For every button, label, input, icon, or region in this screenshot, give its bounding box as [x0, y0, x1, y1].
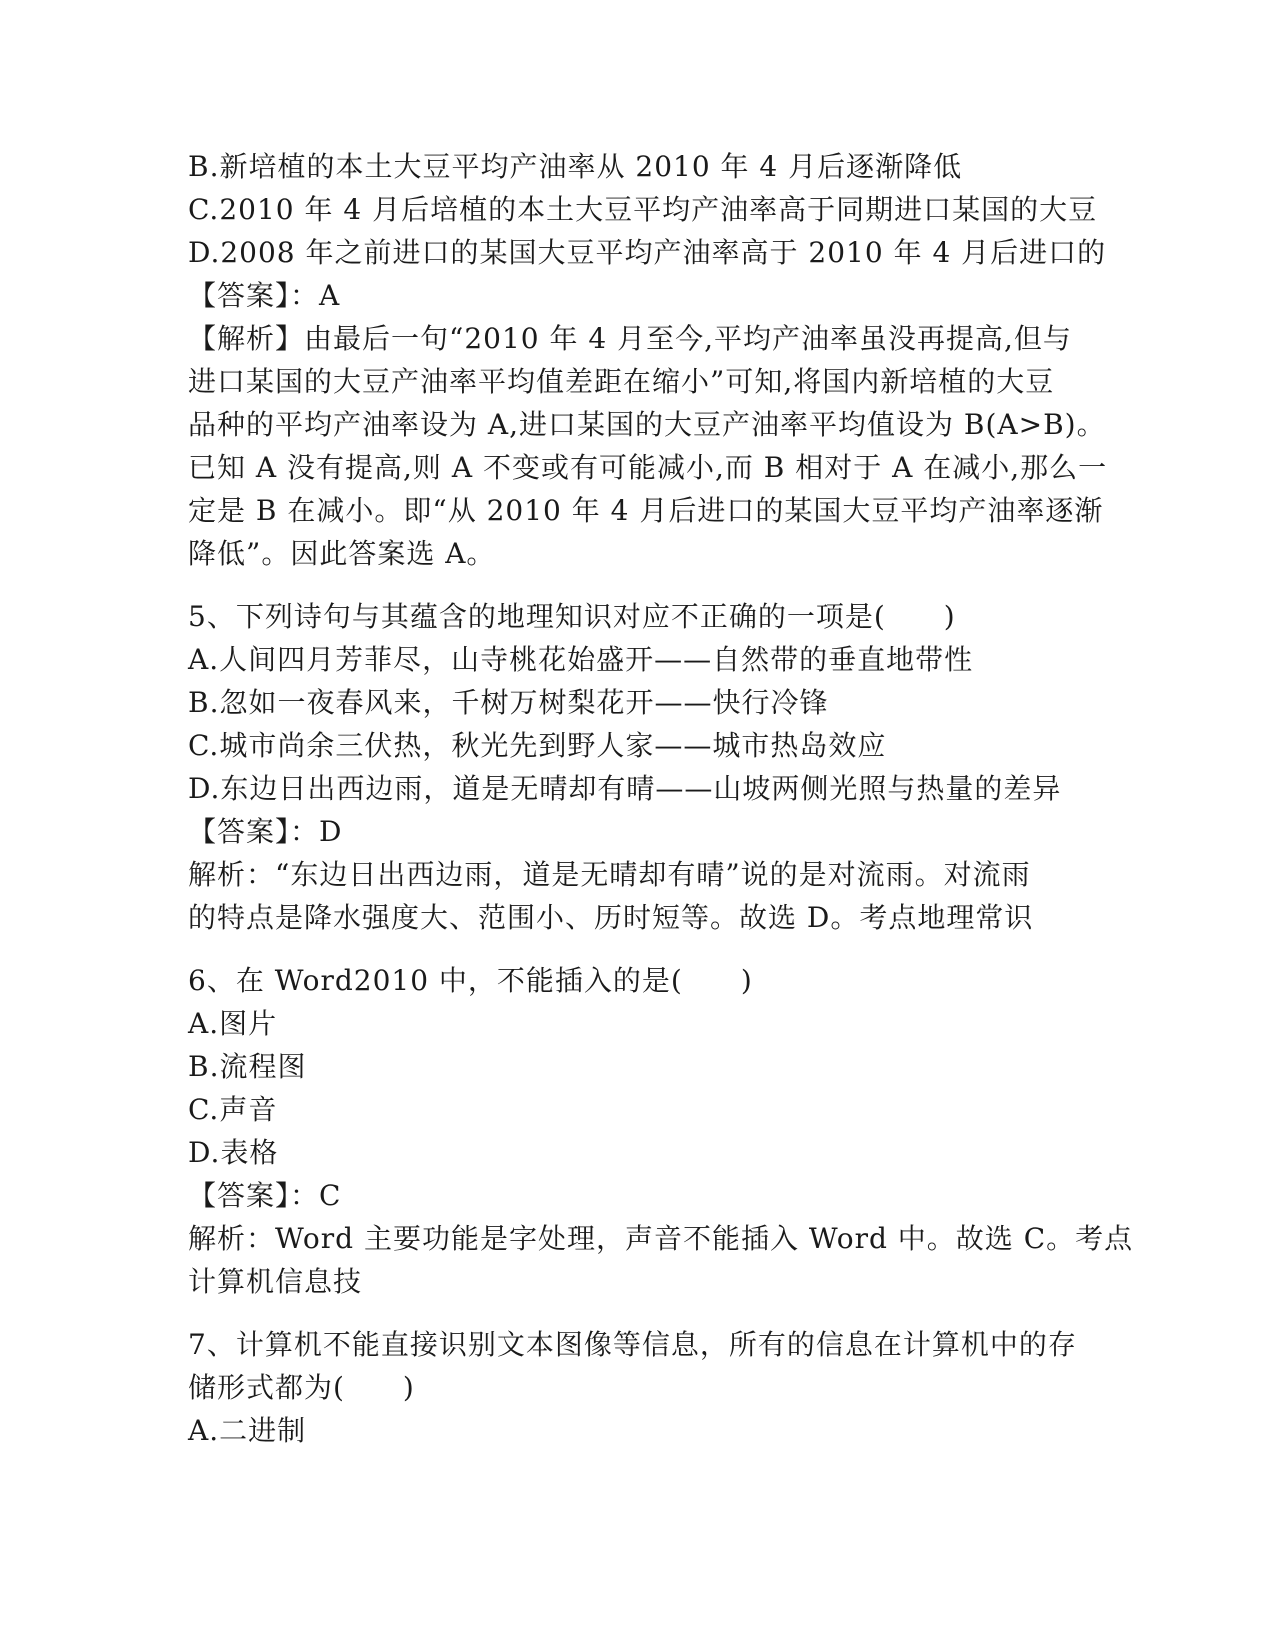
explanation-line: 【解析】由最后一句“2010 年 4 月至今,平均产油率虽没再提高,但与	[188, 322, 1072, 355]
explanation-line: 品种的平均产油率设为 A,进口某国的大豆产油率平均值设为 B(A>B)。	[188, 408, 1106, 441]
explanation-line: 定是 B 在减小。即“从 2010 年 4 月后进口的某国大豆平均产油率逐渐	[188, 494, 1104, 527]
explanation-line: 解析：“东边日出西边雨，道是无晴却有晴”说的是对流雨。对流雨	[188, 858, 1031, 891]
option-d: D.表格	[188, 1136, 279, 1169]
question-6	[188, 959, 1134, 1303]
option-a: A.图片	[188, 1007, 278, 1040]
option-c: C.2010 年 4 月后培植的本土大豆平均产油率高于同期进口某国的大豆	[188, 193, 1098, 226]
option-d: D.东边日出西边雨，道是无晴却有晴——山坡两侧光照与热量的差异	[188, 772, 1062, 805]
question-stem: 储形式都为( )	[188, 1371, 415, 1404]
explanation-line: 计算机信息技	[188, 1265, 363, 1298]
question-stem: 5、下列诗句与其蕴含的地理知识对应不正确的一项是( )	[188, 600, 956, 633]
explanation-line: 降低”。因此答案选 A。	[188, 537, 496, 570]
question-4-tail	[188, 145, 1108, 575]
explanation-line: 的特点是降水强度大、范围小、历时短等。故选 D。考点地理常识	[188, 901, 1034, 934]
option-b: B.忽如一夜春风来，千树万树梨花开——快行冷锋	[188, 686, 829, 719]
explanation-line: 进口某国的大豆产油率平均值差距在缩小”可知,将国内新培植的大豆	[188, 365, 1055, 398]
question-stem: 6、在 Word2010 中，不能插入的是( )	[188, 964, 753, 997]
option-c: C.城市尚余三伏热，秋光先到野人家——城市热岛效应	[188, 729, 887, 762]
document-body	[188, 145, 1134, 1452]
option-b: B.流程图	[188, 1050, 307, 1083]
answer-line: 【答案】：C	[188, 1179, 342, 1212]
option-a: A.人间四月芳菲尽，山寺桃花始盛开——自然带的垂直地带性	[188, 643, 974, 676]
option-b: B.新培植的本土大豆平均产油率从 2010 年 4 月后逐渐降低	[188, 150, 963, 183]
question-5	[188, 595, 1088, 939]
option-c: C.声音	[188, 1093, 278, 1126]
option-d: D.2008 年之前进口的某国大豆平均产油率高于 2010 年 4 月后进口的	[188, 236, 1107, 269]
option-a: A.二进制	[188, 1414, 307, 1447]
question-7	[188, 1323, 1088, 1452]
answer-line: 【答案】：D	[188, 815, 343, 848]
answer-line: 【答案】：A	[188, 279, 341, 312]
spacer	[188, 575, 1088, 595]
explanation-line: 解析：Word 主要功能是字处理，声音不能插入 Word 中。故选 C。考点	[188, 1222, 1134, 1255]
explanation-line: 已知 A 没有提高,则 A 不变或有可能减小,而 B 相对于 A 在减小,那么一	[188, 451, 1108, 484]
question-stem: 7、计算机不能直接识别文本图像等信息，所有的信息在计算机中的存	[188, 1328, 1077, 1361]
spacer	[188, 1303, 1088, 1323]
spacer	[188, 939, 1088, 959]
